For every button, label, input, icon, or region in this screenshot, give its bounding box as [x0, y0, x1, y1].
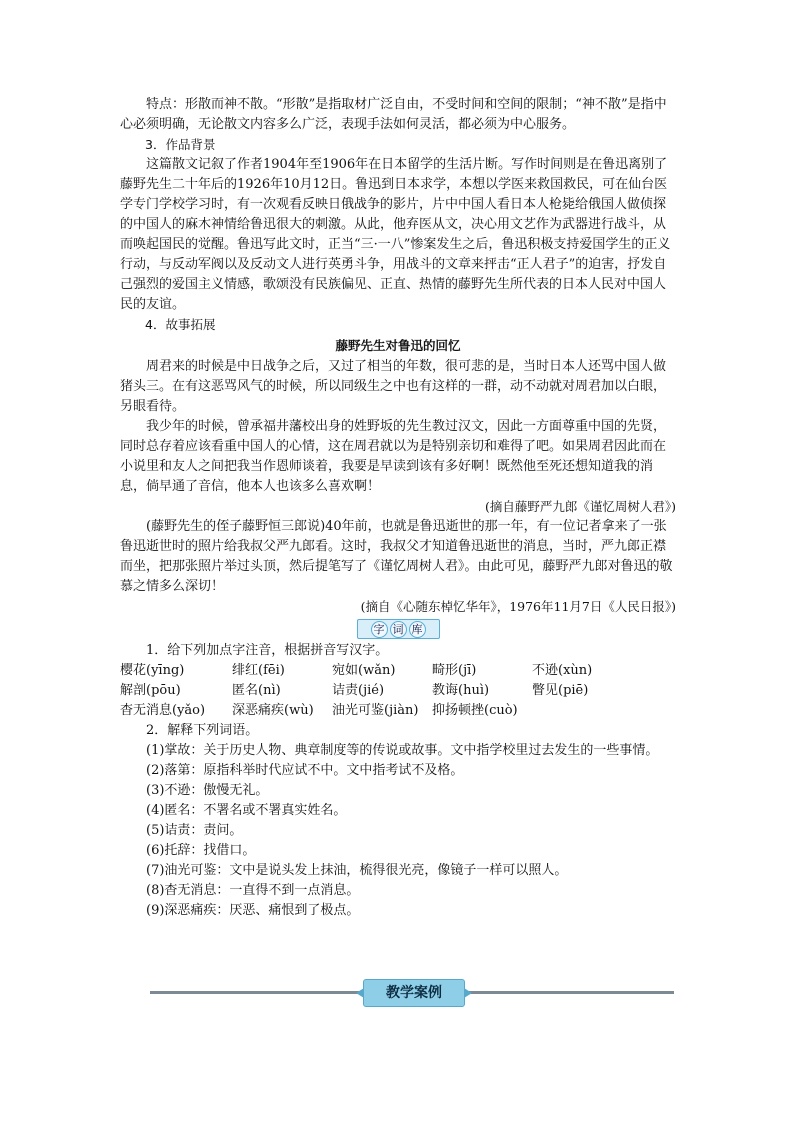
pinyin-item: 解剖(pōu): [120, 683, 181, 698]
section3-heading: 3．作品背景: [145, 137, 216, 152]
definition-item: (8)杳无消息：一直得不到一点消息。: [146, 883, 360, 898]
story-paragraph-1: 周君来的时候是中日战争之后，又过了相当的年数，很可悲的是，当时日本人还骂中国人做猪头三。在有这恶骂风气的时候，所以同级生之中也有这样的一群，动不动就对周君加以白眼，另眼看待。: [120, 359, 667, 414]
vocabulary-badge: [357, 619, 440, 639]
pinyin-grid: [120, 661, 676, 721]
badge-char: 词: [390, 621, 407, 638]
pinyin-item: 畸形(jī): [432, 663, 477, 678]
teaching-case-label: 教学案例: [363, 979, 465, 1007]
pinyin-item: 诘责(jié): [332, 683, 385, 698]
document-page: [120, 95, 676, 921]
pinyin-item: 绯红(fēi): [232, 663, 285, 678]
features-paragraph: 特点：形散而神不散。“形散”是指取材广泛自由，不受时间和空间的限制；“神不散”是指中心必须明确，无论散文内容多么广泛，表现手法如何灵活，都必须为中心服务。: [120, 97, 667, 132]
badge-char: 库: [409, 621, 426, 638]
pinyin-item: 抑扬顿挫(cuò): [432, 703, 518, 718]
exercise1-heading: 1．给下列加点字注音，根据拼音写汉字。: [146, 643, 389, 658]
pinyin-item: 油光可鉴(jiàn): [332, 703, 419, 718]
section4-heading: 4．故事拓展: [145, 317, 216, 332]
story-paragraph-2: 我少年的时候，曾承福井藩校出身的姓野坂的先生教过汉文，因此一方面尊重中国的先贤，同时总存着应该看重中国人的心情，这在周君就以为是特别亲切和难得了吧。如果周君因此而在小说里和友人之间把我当作恩师谈着，我要是早读到该有多好啊！既然他至死还想知道我的消息，倘早通了音信，他本人也该多么喜欢啊！: [120, 419, 667, 494]
badge-char: 字: [371, 621, 388, 638]
definition-item: (2)落第：原指科举时代应试不中。文中指考试不及格。: [146, 763, 464, 778]
story-paragraph-3: (藤野先生的侄子藤野恒三郎说)40年前，也就是鲁迅逝世的那一年，有一位记者拿来了一张鲁迅逝世时的照片给我叔父严九郎看。这时，我叔父才知道鲁迅逝世的消息，当时，严九郎正襟而坐，把那张照片举过头顶，然后提笔写了《谨忆周树人君》。由此可见，藤野严九郎对鲁迅的敬慕之情多么深切！: [120, 519, 673, 594]
pinyin-item: 深恶痛疾(wù): [232, 703, 314, 718]
pinyin-item: 匿名(nì): [232, 683, 281, 698]
section3-body: 这篇散文记叙了作者1904年至1906年在日本留学的生活片断。写作时间则是在鲁迅离别了藤野先生二十年后的1926年10月12日。鲁迅到日本求学，本想以学医来救国救民，可在仙台医学专门学校学习时，有一次观看反映日俄战争的影片，片中中国人看日本人枪毙给俄国人做侦探的中国人的麻木神情给鲁迅很大的刺激。从此，他弃医从文，决心用文艺作为武器进行战斗，从而唤起国民的觉醒。鲁迅写此文时，正当“三·一八”惨案发生之后，鲁迅积极支持爱国学生的正义行动，与反动军阀以及反动文人进行英勇斗争，用战斗的文章来抨击“正人君子”的迫害，抒发自己强烈的爱国主义情感，歌颂没有民族偏见、正直、热情的藤野先生所代表的日本人民对中国人民的友谊。: [120, 157, 671, 312]
pinyin-item: 杳无消息(yǎo): [120, 703, 206, 718]
definition-item: (7)油光可鉴：文中是说头发上抹油，梳得很光亮，像镜子一样可以照人。: [146, 863, 568, 878]
exercise2-heading: 2．解释下列词语。: [146, 723, 259, 738]
definition-item: (9)深恶痛疾：厌恶、痛恨到了极点。: [146, 903, 360, 918]
definition-item: (1)掌故：关于历史人物、典章制度等的传说或故事。文中指学校里过去发生的一些事情。: [146, 743, 659, 758]
story-source-2: (摘自《心随东棹忆华年》，1976年11月7日《人民日报》): [360, 599, 676, 614]
story-source-1: (摘自藤野严九郎《谨忆周树人君》): [484, 499, 676, 514]
pinyin-item: 瞥见(piē): [532, 683, 589, 698]
section-divider: [150, 977, 674, 1007]
pinyin-item: 不逊(xùn): [532, 663, 593, 678]
vocabulary-badge-wrap: [120, 619, 676, 639]
definition-item: (4)匿名：不署名或不署真实姓名。: [146, 803, 347, 818]
story-title: 藤野先生对鲁迅的回忆: [335, 338, 461, 353]
pinyin-item: 宛如(wǎn): [332, 663, 396, 678]
definition-item: (6)托辞：找借口。: [146, 843, 256, 858]
definition-item: (5)诘责：责问。: [146, 823, 243, 838]
definition-item: (3)不逊：傲慢无礼。: [146, 783, 269, 798]
pinyin-item: 樱花(yīng): [120, 663, 185, 678]
pinyin-item: 教诲(huì): [432, 683, 490, 698]
